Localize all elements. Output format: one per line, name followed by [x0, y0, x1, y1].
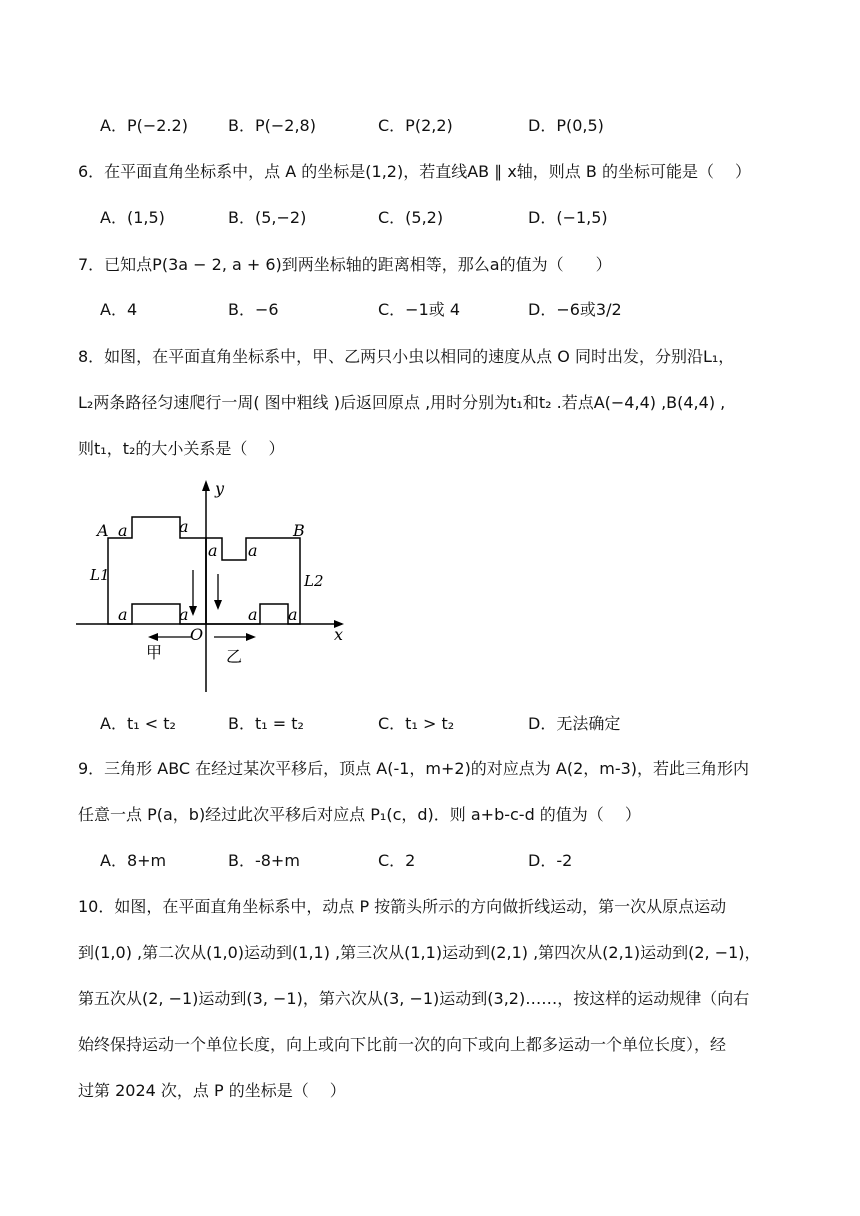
q8-option-b: B．t₁ = t₂ [228, 714, 304, 733]
q8-option-c: C．t₁ > t₂ [378, 714, 455, 733]
q10-stem-line5: 过第 2024 次，点 P 的坐标是（ ） [78, 1081, 346, 1100]
label-origin: O [190, 625, 204, 644]
arrow-down-right-icon [214, 600, 222, 610]
label-side-a: a [208, 541, 218, 560]
label-side-a: a [288, 605, 298, 624]
y-axis-arrow-icon [202, 480, 210, 491]
q6-option-a: A．(1,5) [100, 208, 165, 227]
label-y: y [215, 479, 225, 498]
q10-stem-line2: 到(1,0) ,第二次从(1,0)运动到(1,1) ,第三次从(1,1)运动到(2,1) ,第四次从(2,1)运动到(2, −1)， [78, 943, 761, 962]
q10-stem-line3: 第五次从(2, −1)运动到(3, −1)，第六次从(3, −1)运动到(3,2)……，按这样的运动规律（向右 [78, 989, 750, 1008]
q7-stem: 7．已知点P(3a − 2, a + 6)到两坐标轴的距离相等，那么a的值为（ ） [78, 255, 612, 274]
label-x: x [334, 625, 344, 644]
arrow-down-left-icon [189, 606, 197, 616]
q8-stem-line3: 则t₁，t₂的大小关系是（ ） [78, 439, 285, 458]
q10-stem-line1: 10．如图，在平面直角坐标系中，动点 P 按箭头所示的方向做折线运动，第一次从原点运动 [78, 897, 727, 916]
label-point-a: A [97, 521, 109, 540]
label-side-a: a [179, 605, 189, 624]
label-l2: L2 [304, 572, 324, 590]
label-jia: 甲 [146, 643, 163, 662]
label-side-a: a [248, 541, 258, 560]
label-point-b: B [293, 521, 305, 540]
q5-option-c: C．P(2,2) [378, 116, 453, 135]
arrow-right-icon [246, 633, 256, 641]
q5-option-b: B．P(−2,8) [228, 116, 316, 135]
q8-figure [72, 474, 362, 694]
arrow-left-icon [148, 633, 158, 641]
label-side-a: a [118, 521, 128, 540]
label-side-a: a [118, 605, 128, 624]
q7-option-b: B．−6 [228, 300, 279, 319]
label-side-a: a [248, 605, 258, 624]
q7-option-d: D．−6或3/2 [528, 300, 622, 319]
q7-option-a: A．4 [100, 300, 138, 319]
q8-option-a: A．t₁ < t₂ [100, 714, 176, 733]
q5-option-a: A．P(−2.2) [100, 116, 188, 135]
q8-stem-line2: L₂两条路径匀速爬行一周( 图中粗线 )后返回原点 ,用时分别为t₁和t₂ .若点A(−4,4) ,B(4,4) , [78, 393, 726, 412]
label-side-a: a [179, 517, 189, 536]
q5-option-d: D．P(0,5) [528, 116, 604, 135]
q9-option-c: C．2 [378, 851, 416, 870]
q6-option-d: D．(−1,5) [528, 208, 608, 227]
q8-option-d: D．无法确定 [528, 714, 621, 733]
q7-option-c: C．−1或 4 [378, 300, 461, 319]
q9-stem-line2: 任意一点 P(a，b)经过此次平移后对应点 P₁(c，d)．则 a+b-c-d 的值为（ ） [78, 805, 641, 824]
q9-option-d: D．-2 [528, 851, 573, 870]
q9-option-b: B．-8+m [228, 851, 300, 870]
label-yi: 乙 [226, 647, 243, 666]
q6-stem: 6．在平面直角坐标系中，点 A 的坐标是(1,2)，若直线AB ∥ x轴，则点 B 的坐标可能是（ ） [78, 162, 752, 181]
q8-stem-line1: 8．如图，在平面直角坐标系中，甲、乙两只小虫以相同的速度从点 O 同时出发，分别沿L₁， [78, 347, 735, 366]
q9-option-a: A．8+m [100, 851, 167, 870]
q6-option-b: B．(5,−2) [228, 208, 307, 227]
label-l1: L1 [90, 566, 110, 584]
q6-option-c: C．(5,2) [378, 208, 444, 227]
q10-stem-line4: 始终保持运动一个单位长度，向上或向下比前一次的向下或向上都多运动一个单位长度），经 [78, 1035, 727, 1054]
q9-stem-line1: 9．三角形 ABC 在经过某次平移后，顶点 A(-1，m+2)的对应点为 A(2，m-3)，若此三角形内 [78, 759, 750, 778]
